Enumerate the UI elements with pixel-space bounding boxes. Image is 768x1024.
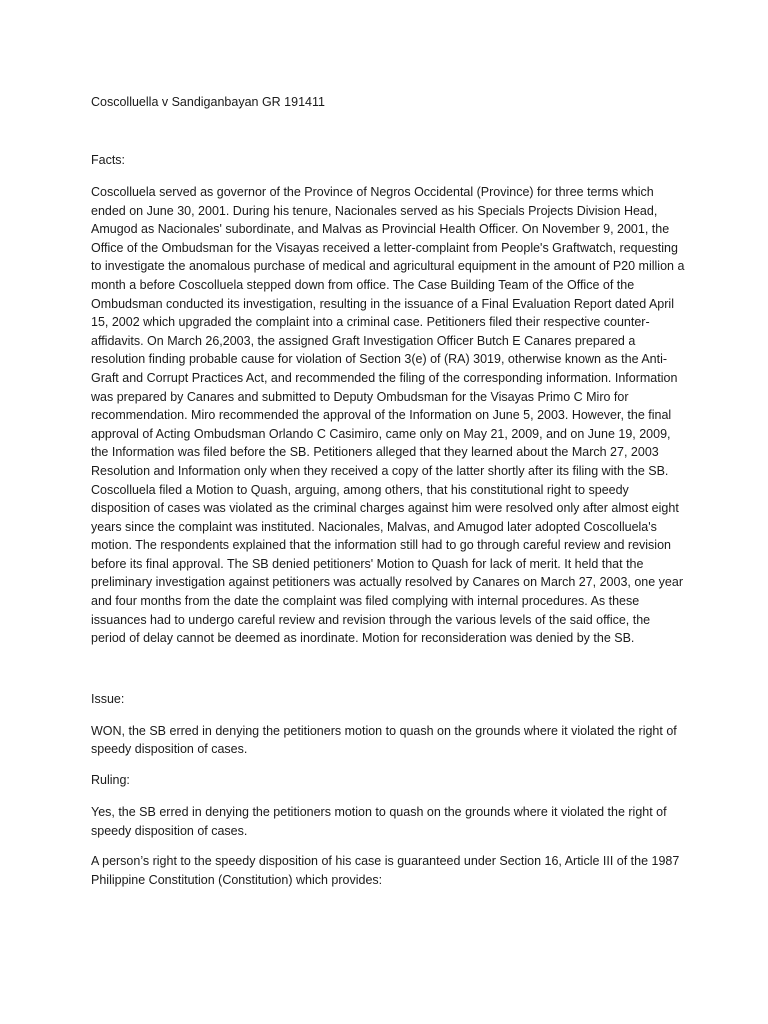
issue-paragraph: WON, the SB erred in denying the petitioners motion to quash on the grounds where it violated the right of speedy disposition of cases.: [91, 723, 677, 757]
document-title: Coscolluella v Sandiganbayan GR 191411: [91, 95, 325, 109]
facts-paragraph: Coscolluela served as governor of the Province of Negros Occidental (Province) for three terms which ended on June 30, 2001. During his tenure, Nacionales served as his Specials Projects Division Head, Amugod as Nacionales' subordinate, and Malvas as Provincial Health Officer. On November 9, 2001, the Office of the Ombudsman for the Visayas received a letter-complaint from People's Graftwatch, requesting to investigate the anomalous purchase of medical and agricultural equipment in the amount of P20 million a month a before Coscolluela stepped down from office. The Case Building Team of the Office of the Ombudsman conducted its investigation, resulting in the issuance of a Final Evaluation Report dated April 15, 2002 which upgraded the complaint into a criminal case. Petitioners filed their respective counter-affidavits. On March 26,2003, the assigned Graft Investigation Officer Butch E Canares prepared a resolution finding probable cause for violation of Section 3(e) of (RA) 3019, otherwise known as the Anti-Graft and Corrupt Practices Act, and recommended the filing of the corresponding information. Information was prepared by Canares and submitted to Deputy Ombudsman for the Visayas Primo C Miro for recommendation. Miro recommended the approval of the Information on June 5, 2003. However, the final approval of Acting Ombudsman Orlando C Casimiro, came only on May 21, 2009, and on June 19, 2009, the Information was filed before the SB. Petitioners alleged that they learned about the March 27, 2003 Resolution and Information only when they received a copy of the latter shortly after its filing with the SB. Coscolluela filed a Motion to Quash, arguing, among others, that his constitutional right to speedy disposition of cases was violated as the criminal charges against him were resolved only after almost eight years since the complaint was instituted. Nacionales, Malvas, and Amugod later adopted Coscolluela's motion. The respondents explained that the information still had to go through careful review and revision before its final approval. The SB denied petitioners' Motion to Quash for lack of merit. It held that the preliminary investigation against petitioners was actually resolved by Canares on March 27, 2003, one year and four months from the date the complaint was filed complying with internal procedures. As these issuances had to undergo careful review and revision through the various levels of the said office, the period of delay cannot be deemed as inordinate. Motion for reconsideration was denied by the SB.: [91, 185, 685, 646]
facts-heading: Facts:: [91, 153, 126, 167]
issue-heading: Issue:: [91, 691, 125, 706]
ruling-heading: Ruling:: [91, 773, 130, 788]
document-page: [91, 93, 687, 889]
ruling-paragraph-2: A person’s right to the speedy disposition of his case is guaranteed under Section 16, Article III of the 1987 Philippine Constitution (Constitution) which provides:: [91, 854, 680, 887]
ruling-paragraph: Yes, the SB erred in denying the petitioners motion to quash on the grounds where it violated the right of speedy disposition of cases.: [91, 805, 667, 838]
